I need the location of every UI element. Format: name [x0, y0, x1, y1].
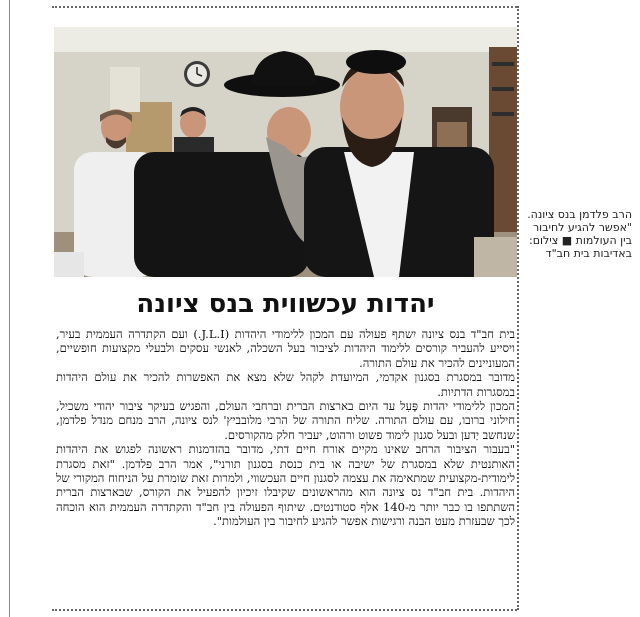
article-photo [54, 27, 517, 277]
photo-caption: הרב פלדמן בנס ציונה. "אפשר להגיע לחיבור בין העולמות ■ צילום: באדיבות בית חב"ד [527, 208, 632, 260]
bottom-dotted-rule [52, 609, 517, 611]
page-edge-line [9, 0, 10, 617]
article-paragraph: המכון ללימודי יהדות פָּעִל עד היום בארצות הברית וברחבי העולם, והפגיש בעיקר ציבור יהודי משכיל, חילוני ברובו, עם עולם התורה. שליח התורה של הרבי מלובביץ' לנס ציונה, הרב מנחם מנדל פלדמן, שנחשב יַדען ובעל סגנון לימוד פשוט ורהוט, יעביר חלק מהקורסים. [56, 399, 515, 442]
article-body [56, 327, 515, 529]
photo-illustration [54, 27, 517, 277]
article-paragraph: מדובר במסגרת בסגנון אקדמי, המיועדת לקהל שלא מצא את האפשרות להכיר את עולם היהדות במסגרות הדתיות. [56, 370, 515, 399]
top-dotted-rule [52, 6, 517, 8]
article-paragraph: בית חב"ד בנס ציונה יִשתף פעולה עם המכון ללימודי היהדות (J.L.I.) ועם הקתדרה העממית בעיר, ויסייע להעביר קורסים ללימוד היהדות לציבור בעל השכלה, לאנשי עסקים ולבעלי מקצועות חופשיים, המעוניינים להכיר את עולם התורה. [56, 327, 515, 370]
column-dotted-rule [517, 6, 519, 610]
article-headline: יהדות עכשווית בנס ציונה [136, 289, 435, 319]
article-paragraph: "בעבור הציבור הרחב שאינו מקיים אורח חיים דתי, מדובר בהזדמנות ראשונה לפגוש את היהדות האותנטית שלא במסגרת של ישיבה או בית כנסת בסגנון תורני", אמר הרב פלדמן. "זאת מסגרת לימודית-מקצועית שמתאימה את עצמה לסגנון חיים העכשווי, ולמרות זאת שומרת על הניחוח המקורי של היהדות. בית חב"ד נס ציונה הוא מהראשונים שקיבלו זיכיון להפעיל את הקורס, שבארצות הברית השתתפו בו כבר יותר מ-140 אלף סטודנטים. שיתוף הפעולה בין חב"ד והקתדרה העממית הוא הוכחה לכך שבעזרת מעט הבנה ורגישות אפשר להגיע לחיבור בין העולמות". [56, 442, 515, 529]
